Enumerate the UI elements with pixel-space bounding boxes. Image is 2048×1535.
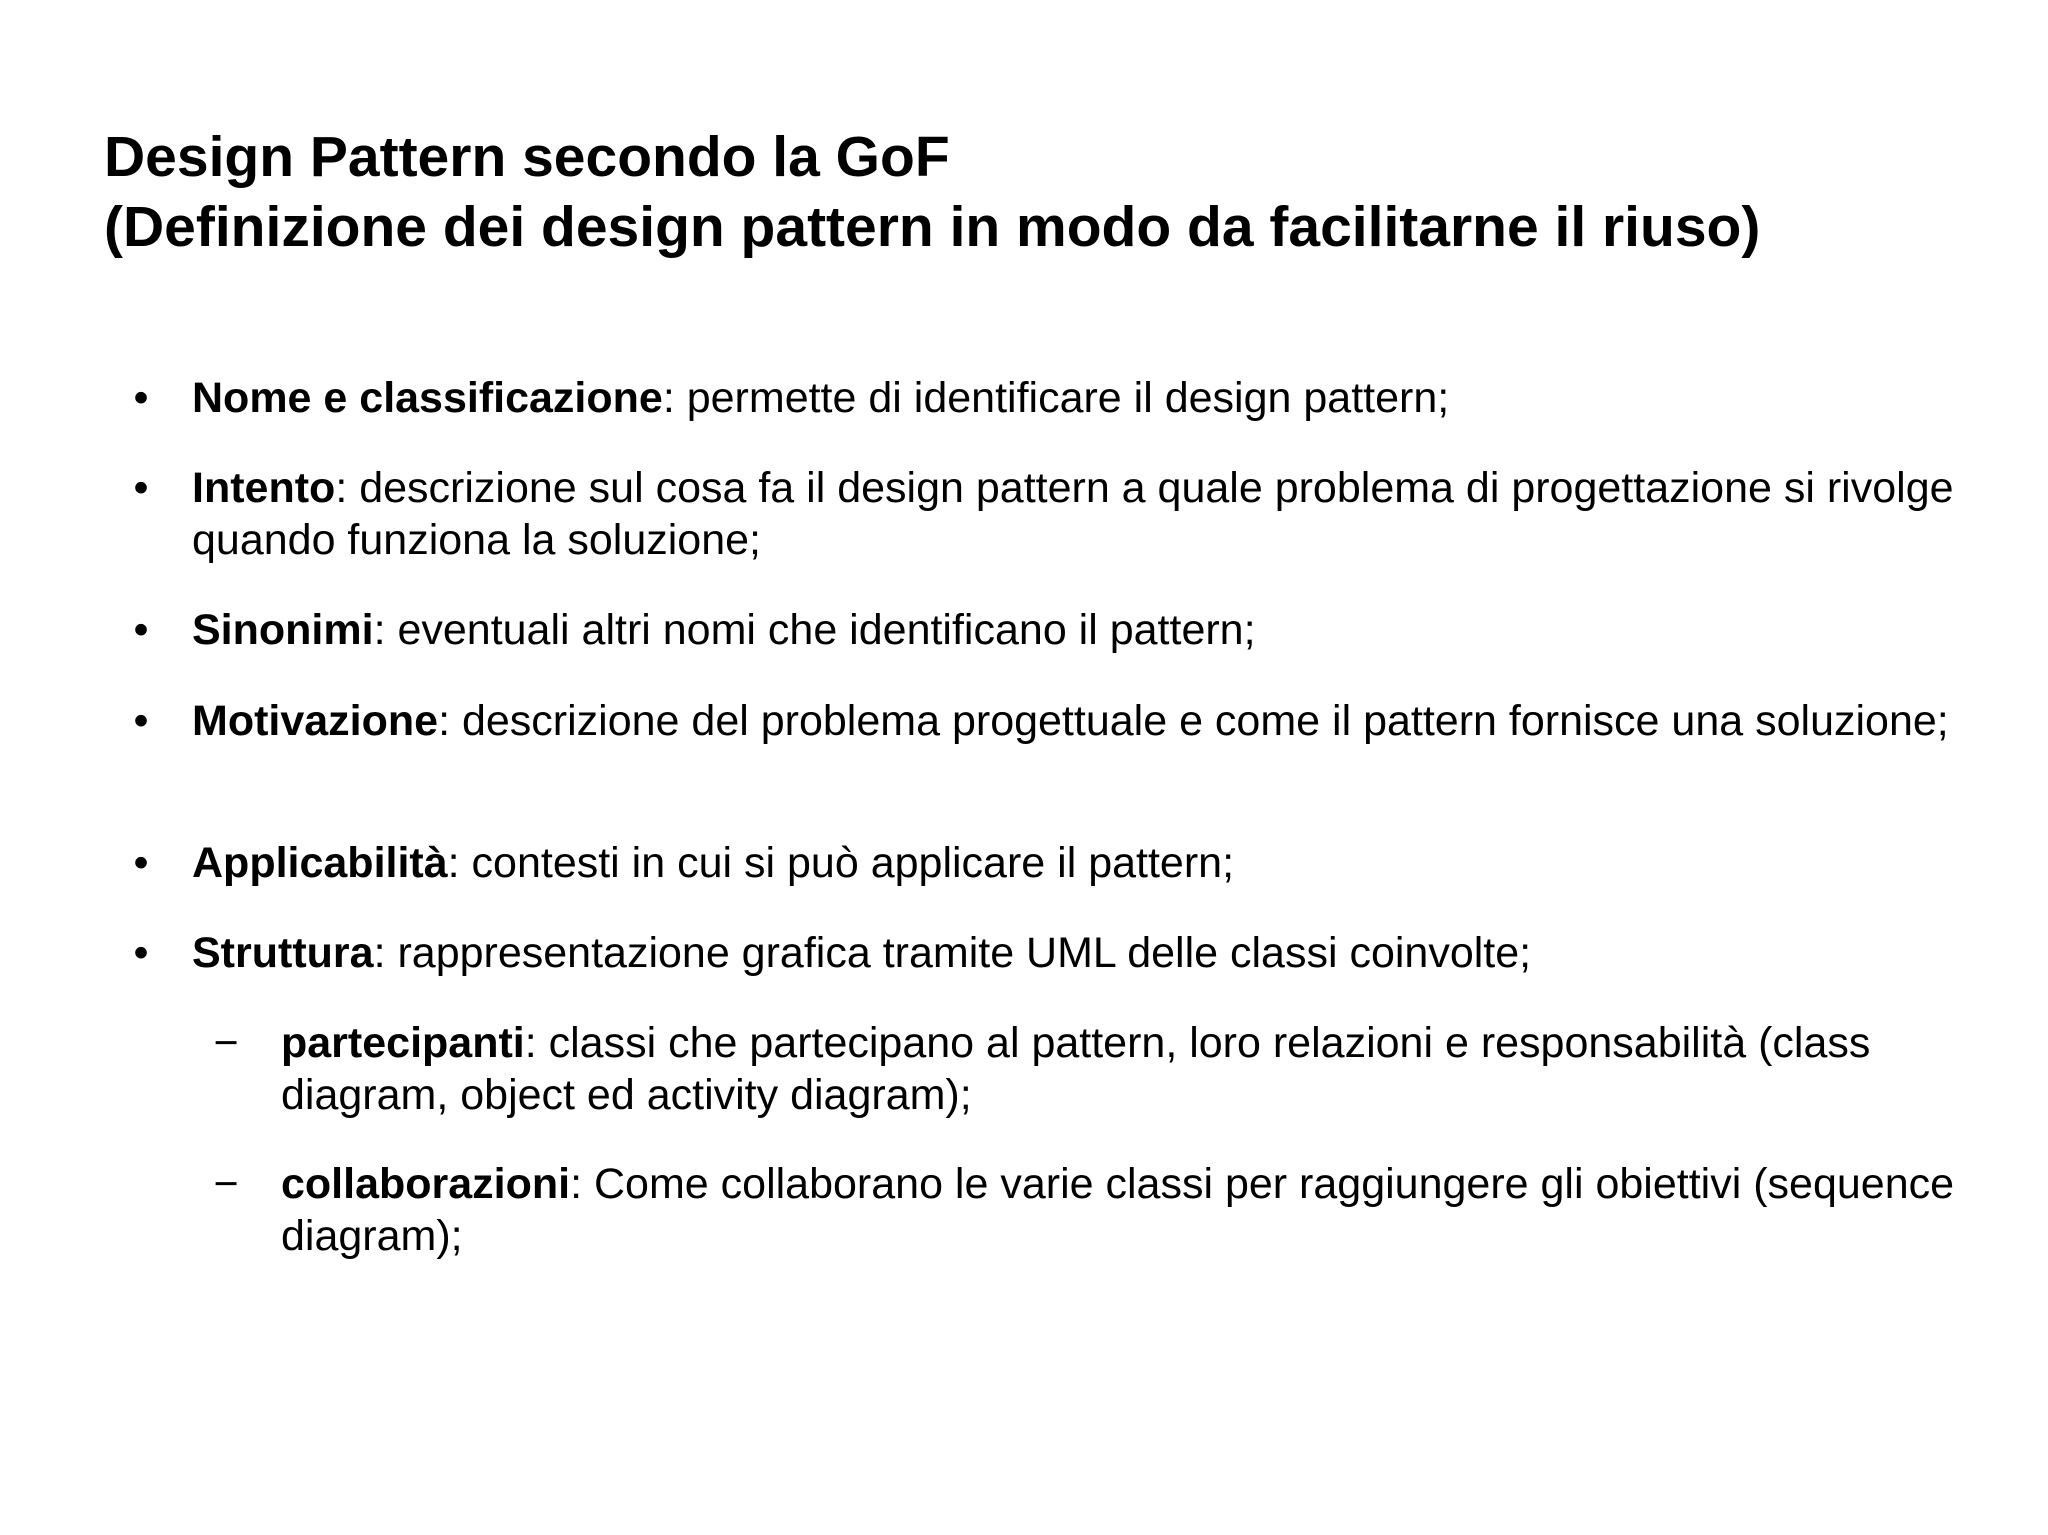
sub-bullet-term: collaborazioni	[281, 1160, 571, 1208]
bullet-text: : contesti in cui si può applicare il pattern;	[447, 839, 1235, 887]
bullet-text: : descrizione sul cosa fa il design pattern a quale problema di progettazione si rivolge quando funziona la soluzione;	[192, 464, 1954, 564]
bullet-text: : permette di identificare il design pattern;	[662, 374, 1450, 422]
bullet-marker: •	[133, 374, 149, 422]
sub-bullet-marker: −	[213, 1160, 239, 1208]
bullet-term: Applicabilità	[192, 839, 448, 887]
bullet-struttura	[133, 927, 1972, 979]
bullet-term: Intento	[192, 464, 336, 512]
bullet-term: Sinonimi	[192, 606, 374, 654]
bullet-sinonimi	[133, 604, 1972, 656]
bullet-text: : rappresentazione grafica tramite UML delle classi coinvolte;	[373, 929, 1532, 977]
bullet-term: Motivazione	[192, 697, 439, 745]
bullet-text: : descrizione del problema progettuale e come il pattern fornisce una soluzione;	[438, 697, 1949, 745]
bullet-text: : eventuali altri nomi che identificano il pattern;	[373, 606, 1256, 654]
bullet-applicabilita	[133, 837, 1972, 889]
bullet-term: Nome e classificazione	[192, 374, 663, 422]
bullet-marker: •	[133, 464, 149, 512]
sub-bullet-text: : classi che partecipano al pattern, loro relazioni e responsabilità (class diagram, object ed activity diagram);	[281, 1019, 1871, 1119]
sub-bullet-partecipanti	[213, 1017, 2001, 1121]
bullet-marker: •	[133, 929, 149, 977]
slide-title	[104, 122, 1984, 262]
bullet-marker: •	[133, 839, 149, 887]
bullet-intento	[133, 462, 1972, 566]
bullet-nome-e-classificazione	[133, 372, 1972, 424]
bullet-marker: •	[133, 606, 149, 654]
title-line-2: (Definizione dei design pattern in modo da facilitarne il riuso)	[104, 195, 1761, 259]
bullet-motivazione	[133, 695, 1972, 747]
sub-bullet-text: : Come collaborano le varie classi per raggiungere gli obiettivi (sequence diagram);	[281, 1160, 1955, 1260]
sub-bullet-marker: −	[213, 1019, 239, 1067]
sub-bullet-collaborazioni	[213, 1158, 2001, 1262]
sub-bullet-term: partecipanti	[281, 1019, 525, 1067]
title-line-1: Design Pattern secondo la GoF	[104, 125, 950, 189]
bullet-term: Struttura	[192, 929, 374, 977]
bullet-marker: •	[133, 697, 149, 745]
